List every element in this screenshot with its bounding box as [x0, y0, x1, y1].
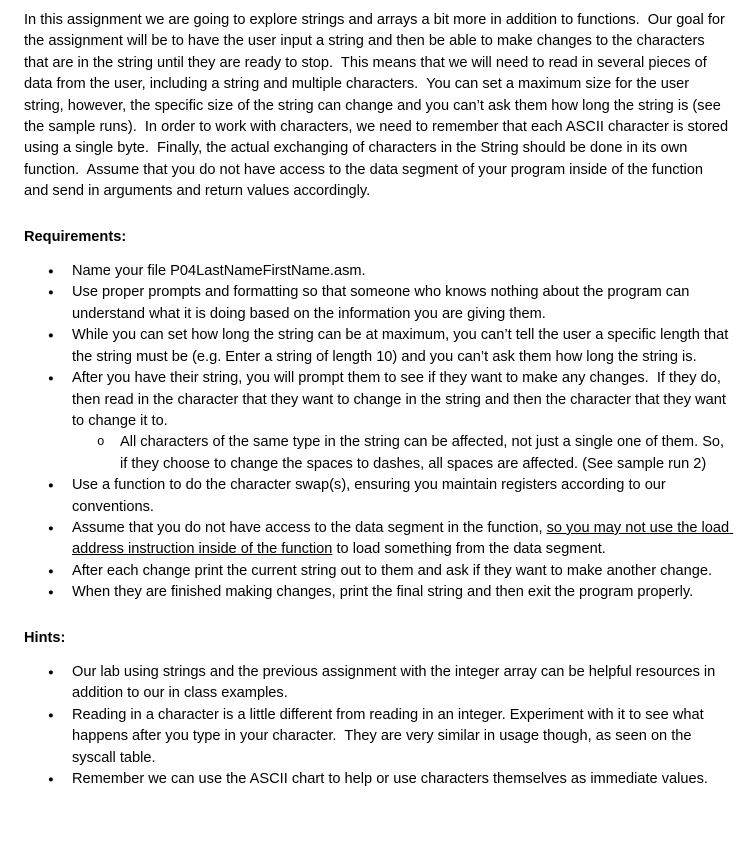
bullet-icon: ●: [48, 774, 54, 785]
list-item-text: When they are finished making changes, print the final string and then exit the program properly.: [72, 584, 694, 601]
list-item: [24, 582, 730, 603]
list-item-text: Remember we can use the ASCII chart to help or use characters themselves as immediate values.: [72, 771, 708, 787]
bullet-icon: ●: [48, 709, 54, 721]
hints-list: [24, 662, 730, 790]
sub-list-item: [72, 432, 730, 475]
sub-bullet-icon: o: [97, 435, 105, 450]
list-item: [24, 282, 730, 325]
list-item: [24, 261, 730, 282]
bullet-icon: ●: [48, 522, 54, 534]
list-item-text: After each change print the current string out to them and ask if they want to make another change.: [72, 562, 713, 579]
hints-heading: Hints:: [24, 629, 66, 646]
requirements-heading: Requirements:: [24, 228, 127, 245]
bullet-icon: ●: [48, 587, 54, 599]
list-item-text-plain: Assume that you do not have access to the data segment in the function,: [72, 519, 547, 536]
bullet-icon: ●: [48, 565, 54, 577]
bullet-icon: ●: [48, 666, 54, 678]
requirements-list: [24, 261, 734, 604]
bullet-icon: ●: [48, 266, 54, 278]
list-item: [24, 705, 730, 769]
list-item-text: Use a function to do the character swap(s), ensuring you maintain registers according to our conventions.: [72, 477, 670, 515]
intro-paragraph: In this assignment we are going to explore strings and arrays a bit more in addition to functions. Our goal for the assignment will be to have the user input a string and then be able to make changes to the characters that are in the string until they are ready to stop. This means that we will need to read in several pieces of data from the user, including a string and multiple characters. You can set a maximum size for the user string, however, the specific size of the string can change and you can’t ask them how long the string is (see the sample runs). In order to work with characters, we need to remember that each ASCII character is stored using a single byte. Finally, the actual exchanging of characters in the String should be done in its own function. Assume that you do not have access to the data segment of your program inside of the function and send in arguments and return values accordingly.: [24, 12, 733, 200]
bullet-icon: ●: [48, 373, 54, 385]
list-item-text: After you have their string, you will prompt them to see if they want to make any changes. If they do, then read in the character that they want to change in the string and then the character that they want to change it to.: [72, 370, 730, 429]
list-item-text: Reading in a character is a little different from reading in an integer. Experiment with it to see what happens after you type in your character. They are very similar in usage though, as seen on the syscall table.: [72, 706, 708, 766]
list-item-text: Use proper prompts and formatting so that someone who knows nothing about the program can understand what it is doing based on the information you are giving them.: [72, 284, 694, 322]
list-item-text: Our lab using strings and the previous assignment with the integer array can be helpful resources in addition to our in class examples.: [72, 663, 720, 702]
list-item: [24, 769, 730, 790]
list-item-text: While you can set how long the string can be at maximum, you can’t tell the user a specific length that the string must be (e.g. Enter a string of length 10) and you can’t ask them how long the string is.: [72, 327, 733, 365]
list-item: [24, 475, 730, 518]
list-item: [24, 561, 730, 582]
list-item-text: [72, 520, 733, 557]
list-item: [24, 518, 734, 561]
list-item-text: Name your file P04LastNameFirstName.asm.: [72, 263, 366, 280]
list-item-text-underlined: so you may not use the load address instruction inside of the function: [72, 519, 734, 558]
bullet-icon: ●: [48, 480, 54, 492]
list-item: [24, 662, 730, 705]
list-item: [24, 368, 730, 475]
list-item: [24, 325, 733, 368]
sub-list-item-text: All characters of the same type in the string can be affected, not just a single one of them. So, if they choose to change the spaces to dashes, all spaces are affected. (See sample run 2): [120, 434, 729, 472]
bullet-icon: ●: [48, 287, 54, 299]
list-item-text-plain: to load something from the data segment.: [332, 541, 606, 558]
bullet-icon: ●: [48, 330, 54, 342]
